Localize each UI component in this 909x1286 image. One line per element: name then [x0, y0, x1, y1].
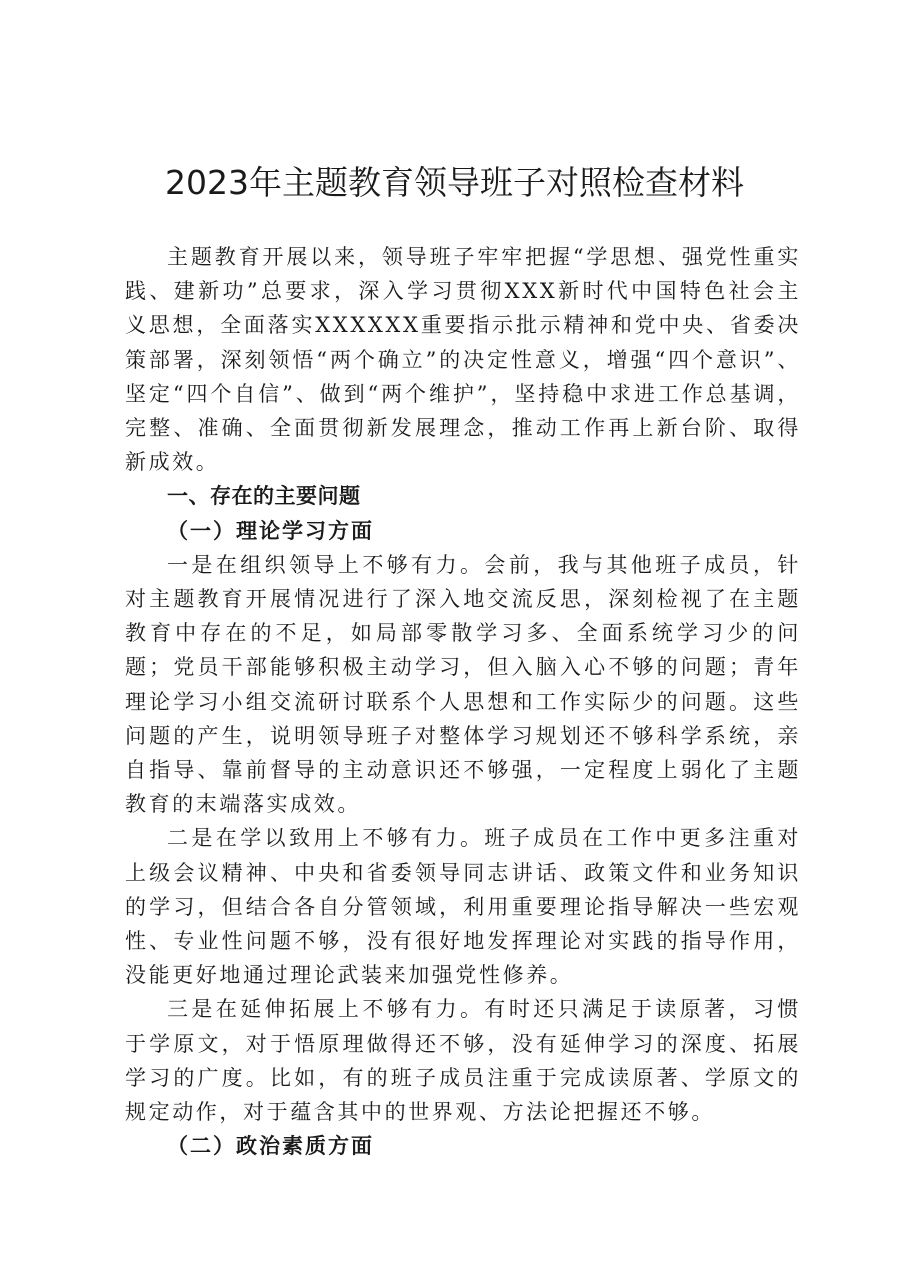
- paragraph-point-2: 二是在学以致用上不够有力。班子成员在工作中更多注重对上级会议精神、中央和省委领导同志讲话、政策文件和业务知识的学习，但结合各自分管领域，利用重要理论指导解决一些宏观性、专业性问题不够，没有很好地发挥理论对实践的指导作用，没能更好地通过理论武装来加强党性修养。: [125, 826, 801, 988]
- intro-paragraph: 主题教育开展以来，领导班子牢牢把握“学思想、强党性重实践、建新功”总要求，深入学习贯彻XXX新时代中国特色社会主义思想，全面落实XXXXXX重要指示批示精神和党中央、省委决策部署，深刻领悟“两个确立”的决定性意义，增强“四个意识”、坚定“四个自信”、做到“两个维护”，坚持稳中求进工作总基调，完整、准确、全面贯彻新发展理念，推动工作再上新台阶、取得新成效。: [125, 245, 801, 475]
- paragraph-point-1: 一是在组织领导上不够有力。会前，我与其他班子成员，针对主题教育开展情况进行了深入地交流反思，深刻检视了在主题教育中存在的不足，如局部零散学习多、全面系统学习少的问题；党员干部能够积极主动学习，但入脑入心不够的问题；青年理论学习小组交流研讨联系个人思想和工作实际少的问题。这些问题的产生，说明领导班子对整体学习规划还不够科学系统，亲自指导、靠前督导的主动意识还不够强，一定程度上弱化了主题教育的末端落实成效。: [125, 552, 801, 817]
- document-title: 2023年主题教育领导班子对照检查材料: [165, 163, 744, 202]
- document-body: [125, 240, 801, 1163]
- section-heading-problems: 一、存在的主要问题: [167, 484, 361, 509]
- paragraph-point-3: 三是在延伸拓展上不够有力。有时还只满足于读原著，习惯于学原文，对于悟原理做得还不够，没有延伸学习的深度、拓展学习的广度。比如，有的班子成员注重于完成读原著、学原文的规定动作，对于蕴含其中的世界观、方法论把握还不够。: [125, 997, 801, 1125]
- subsection-heading-political-quality: （二）政治素质方面: [167, 1133, 374, 1159]
- subsection-heading-theory-study: （一）理论学习方面: [167, 517, 374, 543]
